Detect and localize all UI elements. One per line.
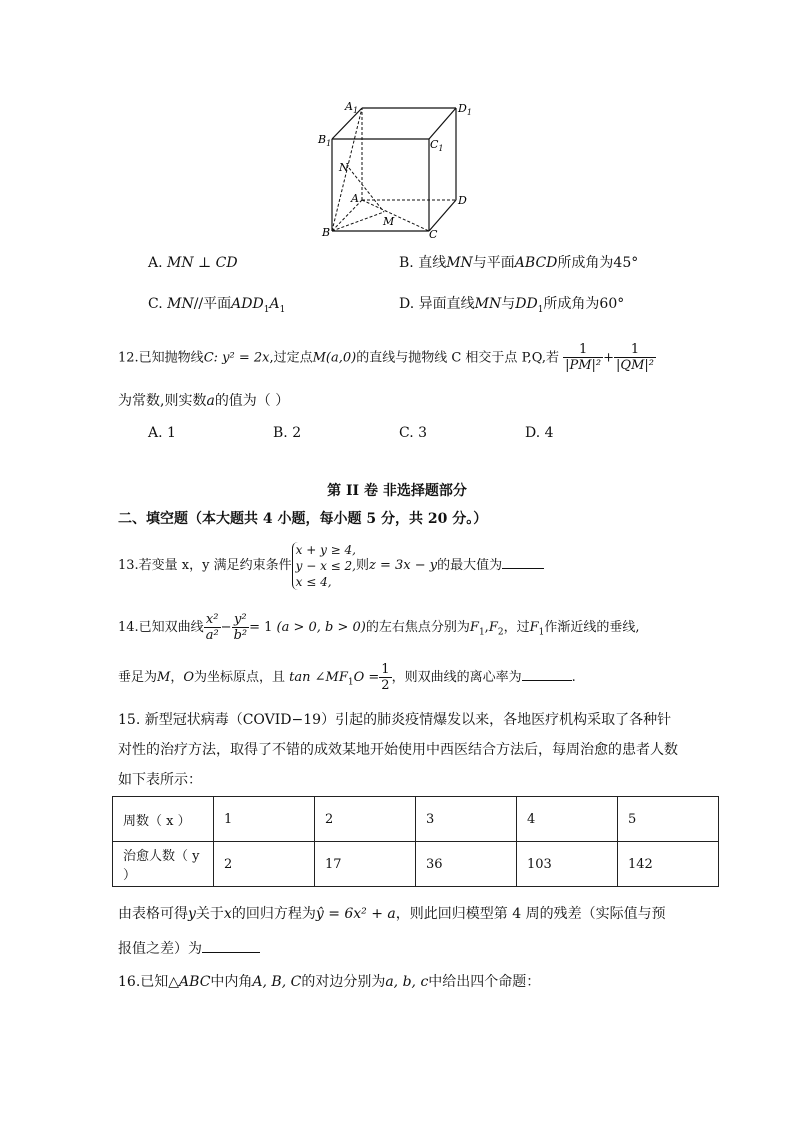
label-d1: $D_1$ <box>458 102 472 117</box>
label-m: M <box>383 215 395 228</box>
q12-fraction-pm: $\frac{1}{\text{|PM|²}}$ <box>565 342 602 373</box>
q15-line1: 15. 新型冠状病毒（COVID−19）引起的肺炎疫情爆发以来，各地医疗机构采取了各种针 <box>118 712 672 728</box>
q12-option-c: C. 3 <box>399 425 428 441</box>
q14-answer-blank <box>522 666 572 681</box>
edge-c-d <box>429 200 456 231</box>
table-cell: 17 <box>315 842 416 887</box>
section-title: 第 II 卷 非选择题部分 <box>327 483 467 499</box>
q12-option-a: A. 1 <box>148 425 176 441</box>
table-cell: 5 <box>618 797 719 842</box>
q15-after-line2: 报值之差）为 <box>118 938 260 959</box>
label-d: D <box>458 194 467 207</box>
q12-fraction-qm: $\frac{1}{\text{|QM|²}}$ <box>616 342 654 373</box>
q11-option-d: D. 异面直线MN与$DD_1$所成角为60° <box>399 296 625 315</box>
q13-constraint-system: x + y ≥ 4, y − x ≤ 2, x ≤ 4, <box>292 542 356 590</box>
q11-option-a: A. MN ⊥ CD <box>148 255 238 271</box>
q15-answer-blank <box>202 938 260 953</box>
row-label-cured: 治愈人数（ y ） <box>113 842 214 887</box>
table-cell: 2 <box>315 797 416 842</box>
hidden-n-m <box>349 168 384 212</box>
q14-fraction-y: $\frac{\text{y²}}{\text{b²}}$ <box>233 611 248 643</box>
q12-option-d: D. 4 <box>525 425 554 441</box>
q14-fraction-half: $\frac{1}{2}$ <box>381 661 390 693</box>
label-a: A <box>351 192 359 205</box>
fill-in-header: 二、填空题（本大题共 4 小题，每小题 5 分，共 20 分。） <box>118 511 488 527</box>
table-cell: 103 <box>517 842 618 887</box>
row-label-weeks: 周数（ x ） <box>113 797 214 842</box>
label-a1: $A_1$ <box>345 100 359 115</box>
table-cell: 1 <box>214 797 315 842</box>
q12-option-b: B. 2 <box>273 425 302 441</box>
label-c: C <box>429 228 438 241</box>
label-c1: $C_1$ <box>430 138 444 153</box>
table-cell: 2 <box>214 842 315 887</box>
label-b1: $B_1$ <box>318 133 332 148</box>
q12-stem-line2: 为常数,则实数a的值为（ ） <box>118 393 290 409</box>
edge-c1-d1 <box>429 108 456 139</box>
q14-fraction-x: $\frac{\text{x²}}{\text{a²}}$ <box>205 611 219 643</box>
table-row <box>113 797 719 842</box>
cube-figure <box>312 96 482 244</box>
table-cell: 3 <box>416 797 517 842</box>
q11-option-b: B. 直线MN与平面ABCD所成角为45° <box>399 255 639 271</box>
hidden-b-m <box>332 212 384 231</box>
label-b: B <box>322 226 331 239</box>
q16-stem: 16.已知△ABC中内角A, B, C的对边分别为a, b, c中给出四个命题： <box>118 974 541 990</box>
q15-line2: 对性的治疗方法，取得了不错的成效某地开始使用中西医结合方法后，每周治愈的患者人数 <box>118 742 678 758</box>
q11-option-c: C. MN//平面$ADD_1A_1$ <box>148 296 286 315</box>
table-cell: 4 <box>517 797 618 842</box>
q13-stem: 13.若变量 x，y 满足约束条件 x + y ≥ 4, y − x ≤ 2, x ≤ 4, 则z = 3x − y的最大值为 <box>118 540 544 592</box>
q13-answer-blank <box>502 554 544 569</box>
q15-line3: 如下表所示： <box>118 772 202 788</box>
q12-stem: 12.已知抛物线C: y² = 2x,过定点M(a,0)的直线与抛物线 C 相交于点 P,Q,若 $\frac{1}{\text{|PM|²}}$ + $\frac{1}{\text{|QM|²}}$ <box>118 342 654 373</box>
q14-stem: 14.已知双曲线 $\frac{\text{x²}}{\text{a²}}$ − $\frac{\text{y²}}{\text{b²}}$ = 1 (a > 0, b > 0)的左右焦点分别为$F_1,F_2$，过$F_1$作渐近线的垂线, <box>118 611 640 643</box>
table-row <box>113 842 719 887</box>
q15-after-line1: 由表格可得y关于x的回归方程为ŷ = 6x² + a，则此回归模型第 4 周的残差（实际值与预 <box>118 906 666 922</box>
table-cell: 142 <box>618 842 719 887</box>
hidden-a-c <box>362 200 429 231</box>
label-n: N <box>339 161 349 174</box>
q14-stem-line2: 垂足为M，O为坐标原点，且 $\tan \angle MF_1O$ = $\frac{1}{2}$ ，则双曲线的离心率为 . <box>118 661 576 693</box>
table-cell: 36 <box>416 842 517 887</box>
cure-table <box>112 796 719 887</box>
